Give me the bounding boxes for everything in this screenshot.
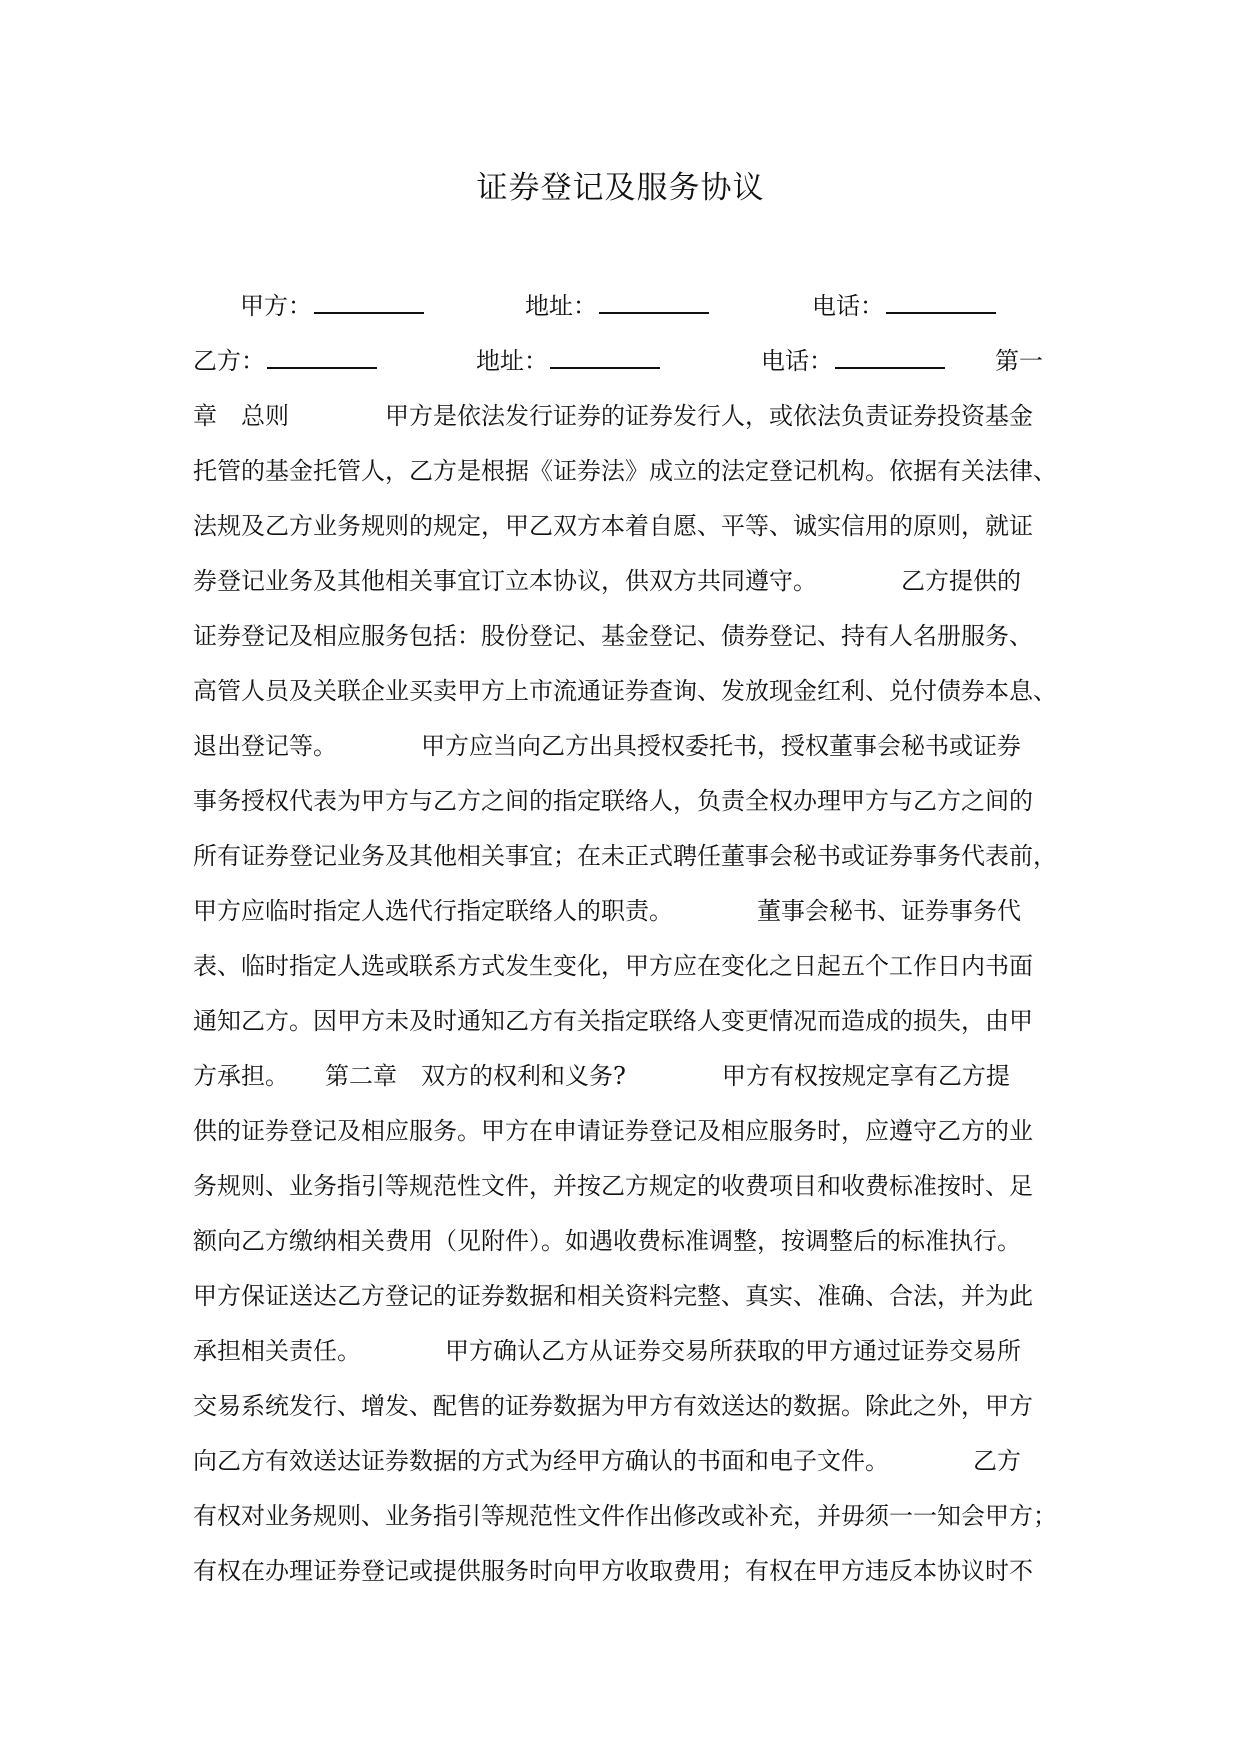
body-line: 额向乙方缴纳相关费用（见附件）。如遇收费标准调整，按调整后的标准执行。 [193, 1227, 1021, 1255]
party-a-field [240, 290, 424, 322]
party-b-field [193, 345, 377, 377]
body-line: 有权对业务规则、业务指引等规范性文件作出修改或补充，并毋须一一知会甲方； [193, 1502, 1057, 1530]
body-line: 托管的基金托管人，乙方是根据《证券法》成立的法定登记机构。依据有关法律、 [193, 457, 1057, 485]
party-b-row [0, 345, 1241, 377]
party-b-blank[interactable] [267, 345, 377, 369]
body-line: 券登记业务及其他相关事宜订立本协议，供双方共同遵守。 乙方提供的 [193, 567, 1021, 595]
party-a-phone-label: 电话： [812, 292, 884, 320]
body-line: 向乙方有效送达证券数据的方式为经甲方确认的书面和电子文件。 乙方 [193, 1447, 1021, 1475]
party-a-address-label: 地址： [525, 292, 597, 320]
body-line: 方承担。 第二章 双方的权利和义务? 甲方有权按规定享有乙方提 [193, 1062, 1010, 1090]
body-line: 法规及乙方业务规则的规定，甲乙双方本着自愿、平等、诚实信用的原则，就证 [193, 512, 1033, 540]
body-line: 章 总则 甲方是依法发行证券的证券发行人，或依法负责证券投资基金 [193, 402, 1033, 430]
party-a-blank[interactable] [314, 290, 424, 314]
party-b-phone-blank[interactable] [835, 345, 945, 369]
party-a-address-blank[interactable] [599, 290, 709, 314]
chapter-one-heading-start: 第一 [995, 347, 1043, 375]
body-line: 证券登记及相应服务包括：股份登记、基金登记、债券登记、持有人名册服务、 [193, 622, 1033, 650]
party-a-phone-blank[interactable] [886, 290, 996, 314]
party-a-phone-field [812, 290, 996, 322]
body-line: 务规则、业务指引等规范性文件，并按乙方规定的收费项目和收费标准按时、足 [193, 1172, 1033, 1200]
party-b-label: 乙方： [193, 347, 265, 375]
document-title: 证券登记及服务协议 [476, 170, 765, 206]
party-b-phone-field [761, 345, 945, 377]
party-a-label: 甲方： [240, 292, 312, 320]
body-line: 有权在办理证券登记或提供服务时向甲方收取费用；有权在甲方违反本协议时不 [193, 1557, 1033, 1585]
party-b-address-blank[interactable] [550, 345, 660, 369]
body-line: 甲方保证送达乙方登记的证券数据和相关资料完整、真实、准确、合法，并为此 [193, 1282, 1033, 1310]
body-line: 高管人员及关联企业买卖甲方上市流通证券查询、发放现金红利、兑付债券本息、 [193, 677, 1057, 705]
body-line: 表、临时指定人选或联系方式发生变化，甲方应在变化之日起五个工作日内书面 [193, 952, 1033, 980]
party-b-phone-label: 电话： [761, 347, 833, 375]
party-a-row [0, 290, 1241, 322]
body-line: 承担相关责任。 甲方确认乙方从证券交易所获取的甲方通过证券交易所 [193, 1337, 1021, 1365]
party-b-address-label: 地址： [476, 347, 548, 375]
body-line: 事务授权代表为甲方与乙方之间的指定联络人，负责全权办理甲方与乙方之间的 [193, 787, 1033, 815]
body-line: 退出登记等。 甲方应当向乙方出具授权委托书，授权董事会秘书或证券 [193, 732, 1021, 760]
party-b-address-field [476, 345, 660, 377]
body-line: 交易系统发行、增发、配售的证券数据为甲方有效送达的数据。除此之外，甲方 [193, 1392, 1033, 1420]
party-a-address-field [525, 290, 709, 322]
body-line: 甲方应临时指定人选代行指定联络人的职责。 董事会秘书、证券事务代 [193, 897, 1021, 925]
body-line: 供的证券登记及相应服务。甲方在申请证券登记及相应服务时，应遵守乙方的业 [193, 1117, 1033, 1145]
body-line: 通知乙方。因甲方未及时通知乙方有关指定联络人变更情况而造成的损失，由甲 [193, 1007, 1033, 1035]
body-line: 所有证券登记业务及其他相关事宜；在未正式聘任董事会秘书或证券事务代表前， [193, 842, 1057, 870]
